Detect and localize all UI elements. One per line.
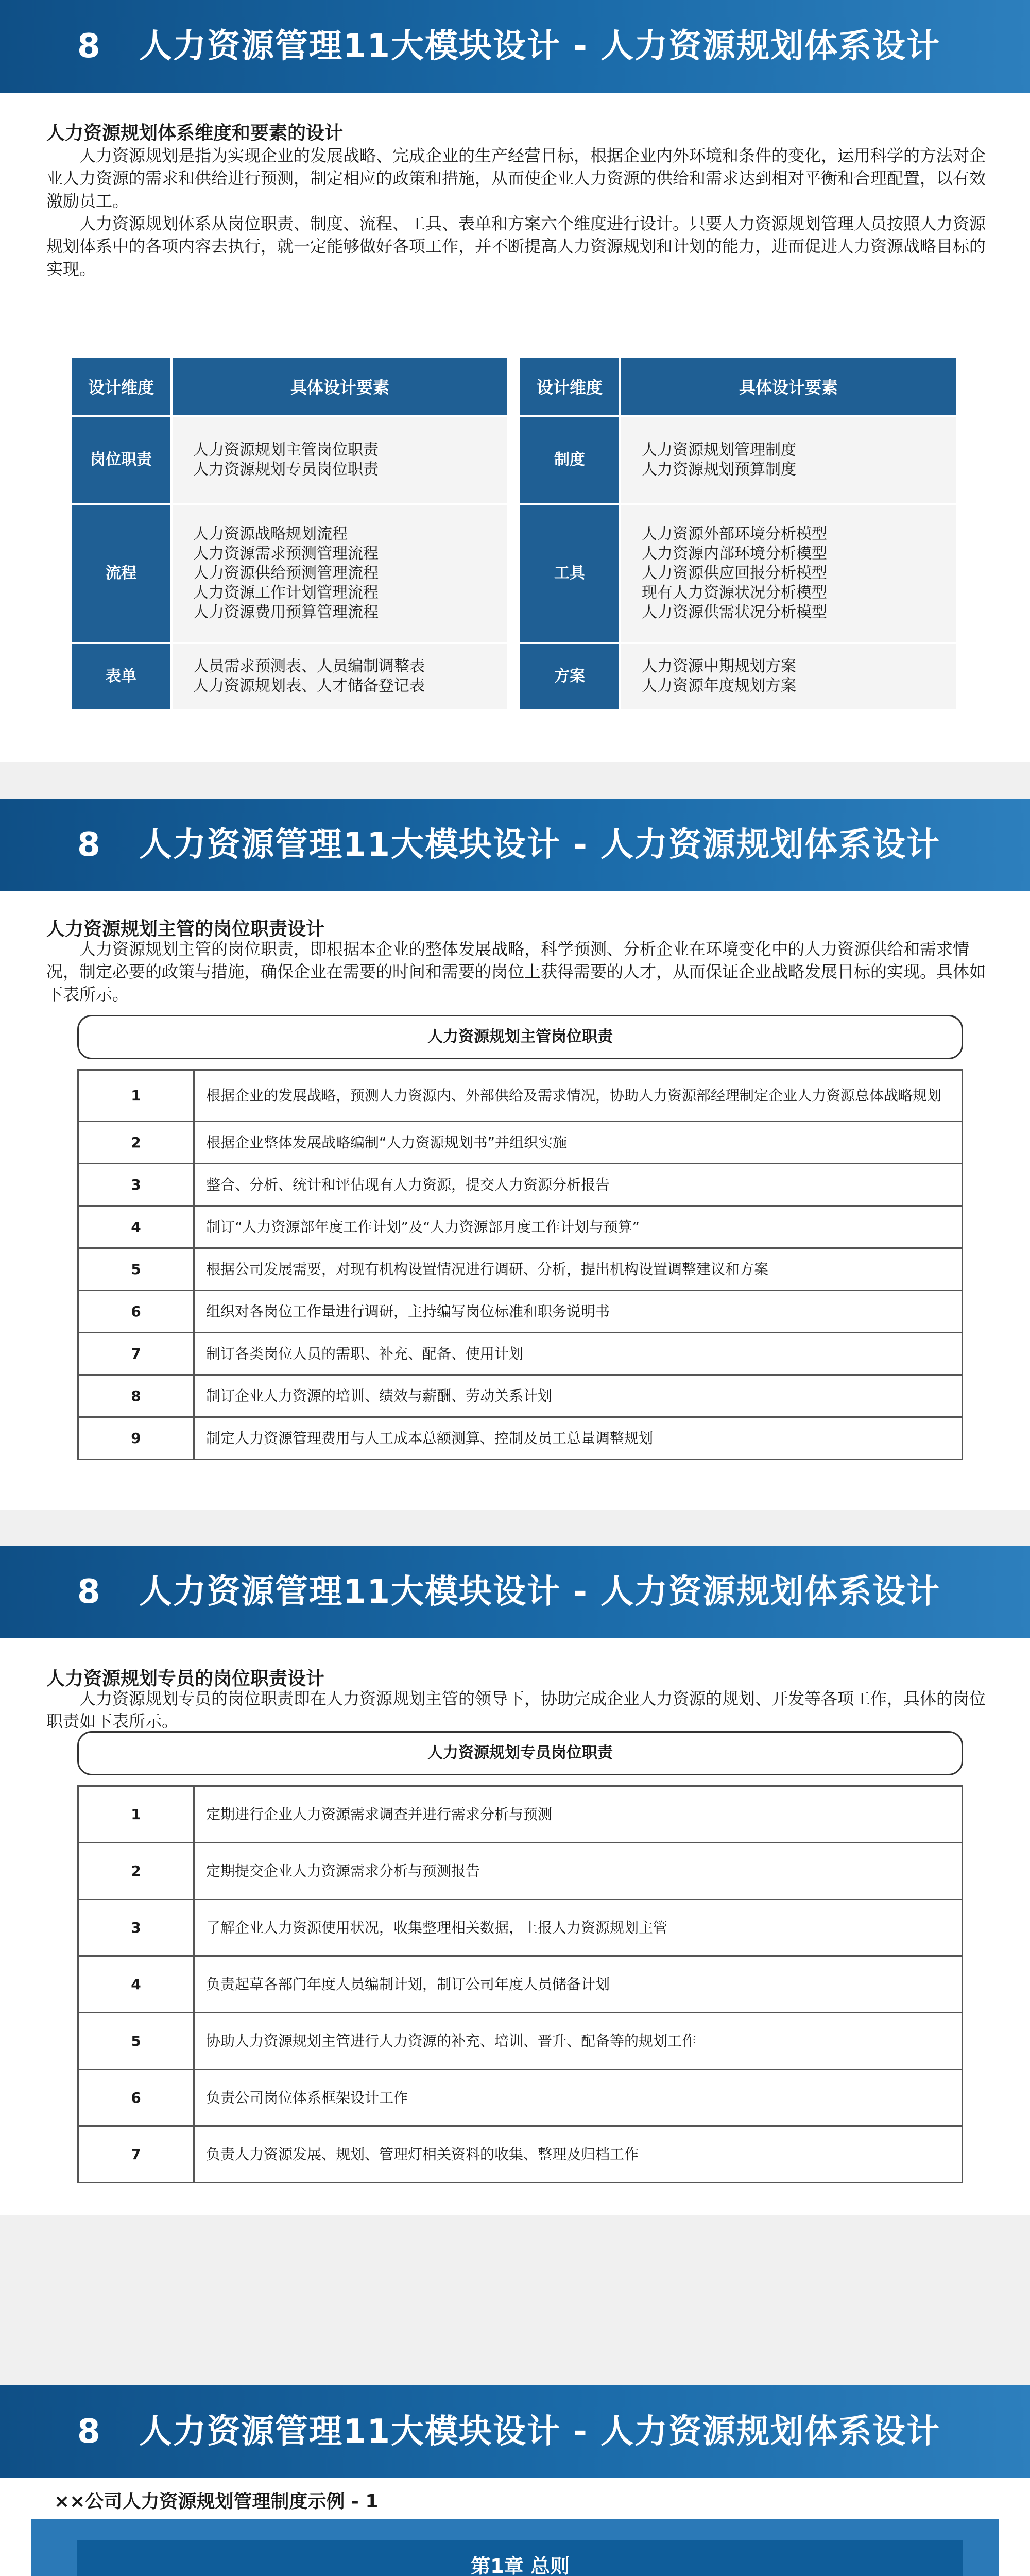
header-title: 人力资源管理11大模块设计 - 人力资源规划体系设计 (139, 27, 941, 65)
slide-separator (0, 2215, 1030, 2385)
header-number: 8 (77, 2413, 101, 2451)
header-title: 人力资源管理11大模块设计 - 人力资源规划体系设计 (139, 826, 941, 864)
item-number: 1 (78, 1786, 194, 1843)
dimension-cell: 方案 (519, 643, 620, 710)
intro-paragraph: 人力资源规划主管的岗位职责，即根据本企业的整体发展战略，科学预测、分析企业在环境变化中的人力资源供给和需求情况，制定必要的政策与措施，确保企业在需要的时间和需要的岗位上获得需要的人才，从而保证企业战略发展目标的实现。具体如下表所示。 (46, 939, 986, 1004)
item-number: 5 (78, 1248, 194, 1291)
content-box (77, 2540, 963, 2576)
intro-paragraph: 人力资源规划专员的岗位职责即在人力资源规划主管的领导下，协助完成企业人力资源的规划、开发等各项工作，具体的岗位职责如下表所示。 (46, 1689, 986, 1731)
item-number: 9 (78, 1417, 194, 1460)
table-row (78, 1122, 963, 1164)
table-header: 具体设计要素 (620, 357, 957, 416)
intro-paragraph: 人力资源规划是指为实现企业的发展战略、完成企业的生产经营目标，根据企业内外环境和条件的变化，运用科学的方法对企业人力资源的需求和供给进行预测，制定相应的政策和措施，从而使企业人力资源的供给和需求达到相对平衡和合理配置，以有效激励员工。 (46, 146, 986, 211)
item-text: 了解企业人力资源使用状况，收集整理相关数据，上报人力资源规划主管 (194, 1900, 963, 1956)
table-header: 设计维度 (71, 357, 171, 416)
item-text: 负责人力资源发展、规划、管理灯相关资料的收集、整理及归档工作 (194, 2126, 963, 2183)
item-number: 3 (78, 1900, 194, 1956)
elements-cell: 人力资源战略规划流程 人力资源需求预测管理流程 人力资源供给预测管理流程 人力资源工作计划管理流程 人力资源费用预算管理流程 (171, 504, 508, 643)
item-number: 6 (78, 1291, 194, 1333)
slide-4 (0, 2385, 1030, 2576)
header-title: 人力资源管理11大模块设计 - 人力资源规划体系设计 (139, 1573, 941, 1611)
table-row (78, 1900, 963, 1956)
table-row (71, 504, 957, 643)
section-label: ××公司人力资源规划管理制度示例 - 1 (31, 2486, 999, 2518)
slide-3 (0, 1546, 1030, 2215)
dimension-cell: 表单 (71, 643, 171, 710)
dimension-table (70, 355, 958, 711)
item-number: 4 (78, 1206, 194, 1248)
item-text: 制定人力资源管理费用与人工成本总额测算、控制及员工总量调整规划 (194, 1417, 963, 1460)
item-text: 根据公司发展需要，对现有机构设置情况进行调研、分析，提出机构设置调整建议和方案 (194, 1248, 963, 1291)
item-text: 协助人力资源规划主管进行人力资源的补充、培训、晋升、配备等的规划工作 (194, 2013, 963, 2070)
item-text: 根据企业整体发展战略编制“人力资源规划书”并组织实施 (194, 1122, 963, 1164)
section-title: 人力资源规划体系维度和要素的设计 (46, 123, 344, 144)
table-row (78, 1070, 963, 1122)
slide-header (0, 2385, 1030, 2478)
item-text: 组织对各岗位工作量进行调研，主持编写岗位标准和职务说明书 (194, 1291, 963, 1333)
table-row (78, 1786, 963, 1843)
table-row (71, 643, 957, 710)
table-row (78, 1291, 963, 1333)
item-text: 定期提交企业人力资源需求分析与预测报告 (194, 1843, 963, 1900)
item-number: 2 (78, 1843, 194, 1900)
table-row (78, 1206, 963, 1248)
item-text: 制订“人力资源部年度工作计划”及“人力资源部月度工作计划与预算” (194, 1206, 963, 1248)
table-row (78, 1956, 963, 2013)
table-row (78, 2126, 963, 2183)
header-number: 8 (77, 826, 101, 864)
header-number: 8 (77, 1573, 101, 1611)
table-header: 具体设计要素 (171, 357, 508, 416)
slide-separator (0, 1510, 1030, 1546)
intro-paragraph-2: 人力资源规划体系从岗位职责、制度、流程、工具、表单和方案六个维度进行设计。只要人力资源规划管理人员按照人力资源规划体系中的各项内容去执行，就一定能够做好各项工作，并不断提高人力资源规划和计划的能力，进而促进人力资源战略目标的实现。 (46, 214, 986, 279)
section-title: 人力资源规划主管的岗位职责设计 (46, 919, 325, 940)
table-header: 设计维度 (519, 357, 620, 416)
header-number: 8 (77, 27, 101, 65)
dimension-cell: 制度 (519, 416, 620, 504)
slide-header (0, 0, 1030, 93)
table-row (71, 416, 957, 504)
slide-header (0, 799, 1030, 891)
table-row (78, 2070, 963, 2126)
table-row (78, 1843, 963, 1900)
table-row (78, 1375, 963, 1417)
list-title: 人力资源规划专员岗位职责 (77, 1731, 963, 1775)
elements-cell: 人力资源中期规划方案 人力资源年度规划方案 (620, 643, 957, 710)
slide-separator (0, 762, 1030, 799)
item-number: 5 (78, 2013, 194, 2070)
table-row (78, 1248, 963, 1291)
slide-header (0, 1546, 1030, 1638)
item-number: 6 (78, 2070, 194, 2126)
item-text: 制订企业人力资源的培训、绩效与薪酬、劳动关系计划 (194, 1375, 963, 1417)
item-number: 2 (78, 1122, 194, 1164)
table-row (78, 1333, 963, 1375)
item-number: 8 (78, 1375, 194, 1417)
item-text: 负责起草各部门年度人员编制计划，制订公司年度人员储备计划 (194, 1956, 963, 2013)
table-row (78, 1417, 963, 1460)
slide-2 (0, 799, 1030, 1510)
chapter-title: 第1章 总则 (471, 2555, 570, 2576)
item-text: 整合、分析、统计和评估现有人力资源，提交人力资源分析报告 (194, 1164, 963, 1206)
item-number: 7 (78, 1333, 194, 1375)
item-number: 1 (78, 1070, 194, 1122)
slide-1 (0, 0, 1030, 762)
item-text: 根据企业的发展战略，预测人力资源内、外部供给及需求情况，协助人力资源部经理制定企业人力资源总体战略规划 (194, 1070, 963, 1122)
elements-cell: 人力资源规划主管岗位职责 人力资源规划专员岗位职责 (171, 416, 508, 504)
dimension-cell: 流程 (71, 504, 171, 643)
list-title: 人力资源规划主管岗位职责 (77, 1015, 963, 1059)
item-text: 负责公司岗位体系框架设计工作 (194, 2070, 963, 2126)
header-title: 人力资源管理11大模块设计 - 人力资源规划体系设计 (139, 2413, 941, 2451)
item-number: 3 (78, 1164, 194, 1206)
table-row (78, 2013, 963, 2070)
duties-table (77, 1069, 963, 1460)
item-number: 4 (78, 1956, 194, 2013)
section-title: 人力资源规划专员的岗位职责设计 (46, 1668, 325, 1689)
item-text: 定期进行企业人力资源需求调查并进行需求分析与预测 (194, 1786, 963, 1843)
table-row (78, 1164, 963, 1206)
elements-cell: 人力资源规划管理制度 人力资源规划预算制度 (620, 416, 957, 504)
dimension-cell: 工具 (519, 504, 620, 643)
dimension-cell: 岗位职责 (71, 416, 171, 504)
elements-cell: 人力资源外部环境分析模型 人力资源内部环境分析模型 人力资源供应回报分析模型 现有人力资源状况分析模型 人力资源供需状况分析模型 (620, 504, 957, 643)
duties-table (77, 1785, 963, 2183)
item-text: 制订各类岗位人员的需职、补充、配备、使用计划 (194, 1333, 963, 1375)
elements-cell: 人员需求预测表、人员编制调整表 人力资源规划表、人才储备登记表 (171, 643, 508, 710)
item-number: 7 (78, 2126, 194, 2183)
